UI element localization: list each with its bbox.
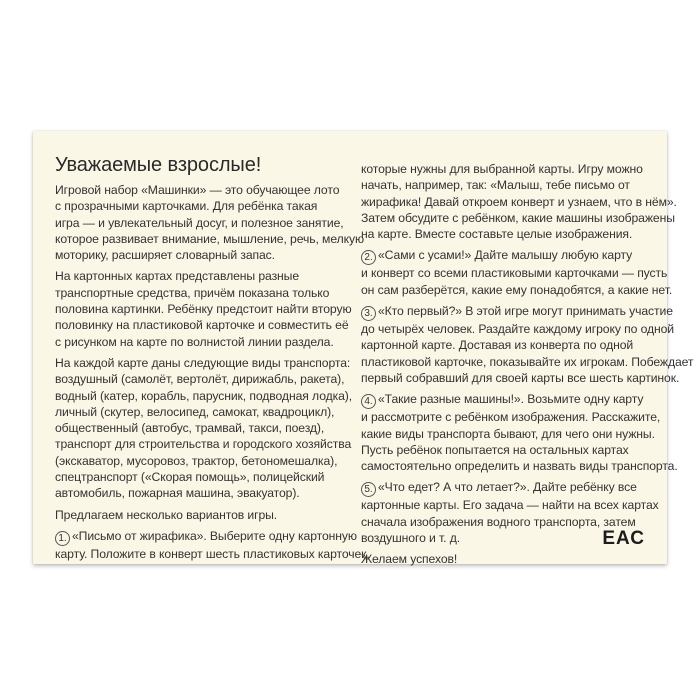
text-line: Игровой набор «Машинки» — это обучающее лото xyxy=(55,183,340,197)
text-line: сначала изображения водного транспорта, затем xyxy=(361,514,636,529)
text-line: (экскаватор, мусоровоз, трактор, бетономешалка), xyxy=(55,453,338,468)
text-line: На картонных картах представлены разные xyxy=(55,269,300,284)
text-line: с рисунком на карте по волнистой линии раздела. xyxy=(55,334,334,349)
number-badge-4: 4. xyxy=(361,394,376,409)
text-line: самостоятельно определить и назвать виды транспорта. xyxy=(361,459,678,474)
text-line: Затем обсудите с ребёнком, какие машины изображены xyxy=(361,210,675,225)
text-line: общественный (автобус, трамвай, такси, поезд), xyxy=(55,421,325,436)
text-line: половинку на пластиковой карточке и совместить её xyxy=(55,318,349,333)
left-column xyxy=(55,153,370,567)
text-line: На каждой карте даны следующие виды транспорта: xyxy=(55,355,351,370)
text-line: пластиковой карточке, показывайте их игрокам. Побеждает xyxy=(361,354,694,369)
eac-certification-mark: ЕАС xyxy=(602,528,645,549)
text-line xyxy=(361,303,673,321)
text-line: которое развивает внимание, мышление, речь, мелкую xyxy=(55,231,365,246)
page-title: Уважаемые взрослые! xyxy=(55,154,262,176)
text-line: на карте. Вместе составьте целые изображения. xyxy=(361,227,633,242)
text-line: транспорт для строительства и городского хозяйства xyxy=(55,437,352,452)
text-line: какие виды транспорта бывают, для чего они нужны. xyxy=(361,426,655,441)
number-badge-5: 5. xyxy=(361,482,376,497)
right-column xyxy=(361,161,694,573)
text-line: спецтранспорт («Скорая помощь», полицейский xyxy=(55,470,325,485)
text-line: жирафика! Давай откроем конверт и узнаем, что в нём». xyxy=(361,194,677,209)
text-line: картонные карты. Его задача — найти на всех картах xyxy=(361,498,659,513)
game-1-text: «Письмо от жирафика». Выберите одну картонную xyxy=(72,528,357,543)
text-line: Желаем успехов! xyxy=(361,552,458,567)
number-badge-1: 1. xyxy=(55,531,70,546)
variants-paragraph xyxy=(55,507,357,523)
game-2-text: «Сами с усами!» Дайте малышу любую карту xyxy=(378,248,633,263)
number-badge-2: 2. xyxy=(361,250,376,265)
text-line: которые нужны для выбранной карты. Игру можно xyxy=(361,162,643,176)
text-line: воздушного и т. д. xyxy=(361,531,461,546)
game-3-text: «Кто первый?» В этой игре могут принимать участие xyxy=(378,304,673,319)
game-4-text: «Такие разные машины!». Возьмите одну карту xyxy=(378,392,644,407)
text-line: начать, например, так: «Малыш, тебе письмо от xyxy=(361,178,630,193)
text-line xyxy=(55,528,357,546)
text-line: автомобиль, пожарная машина, эвакуатор). xyxy=(55,486,300,501)
text-line: он сам разберётся, какие ему понадобятся, а какие нет. xyxy=(361,282,673,297)
text-line: карту. Положите в конверт шесть пластиковых карточек, xyxy=(55,546,370,561)
text-line: половина картинки. Ребёнку предстоит найти вторую xyxy=(55,302,352,317)
text-line: воздушный (самолёт, вертолёт, дирижабль, ракета), xyxy=(55,372,345,387)
text-line: первый собравший для своей карты все шесть картинок. xyxy=(361,370,680,385)
text-line: Предлагаем несколько вариантов игры. xyxy=(55,507,278,522)
number-badge-3: 3. xyxy=(361,306,376,321)
intro-paragraph xyxy=(55,182,365,263)
text-line: игра — и увлекательный досуг, и полезное занятие, xyxy=(55,215,344,230)
text-line: картонной карте. Доставая из конверта по одной xyxy=(361,338,634,353)
text-line: до четырёх человек. Раздайте каждому игроку по одной xyxy=(361,322,675,337)
text-line: Пусть ребёнок попытается на остальных картах xyxy=(361,442,629,457)
game-5-text: «Что едет? А что летает?». Дайте ребёнку все xyxy=(378,480,637,495)
game-2 xyxy=(361,247,673,298)
text-line xyxy=(361,391,657,409)
text-line: личный (скутер, велосипед, самокат, квадроцикл), xyxy=(55,404,335,419)
text-line: с прозрачными карточками. Для ребёнка такая xyxy=(55,199,318,214)
text-line xyxy=(361,479,657,497)
closing-wish xyxy=(361,551,657,567)
text-line: моторику, расширяет словарный запас. xyxy=(55,248,275,263)
text-line: и конверт со всеми пластиковыми карточками — пусть xyxy=(361,266,668,281)
transport-types-paragraph xyxy=(55,355,357,502)
text-line: транспортные средства, причём показана только xyxy=(55,285,330,300)
text-line xyxy=(361,247,657,265)
game-1-continued xyxy=(361,161,677,242)
instruction-card xyxy=(33,131,694,567)
text-line: и рассмотрите с ребёнком изображения. Расскажите, xyxy=(361,410,661,425)
game-4 xyxy=(361,391,678,474)
game-3 xyxy=(361,303,694,386)
text-line: водный (катер, корабль, парусник, подводная лодка), xyxy=(55,388,353,403)
cards-paragraph xyxy=(55,268,357,349)
game-1 xyxy=(55,528,370,562)
